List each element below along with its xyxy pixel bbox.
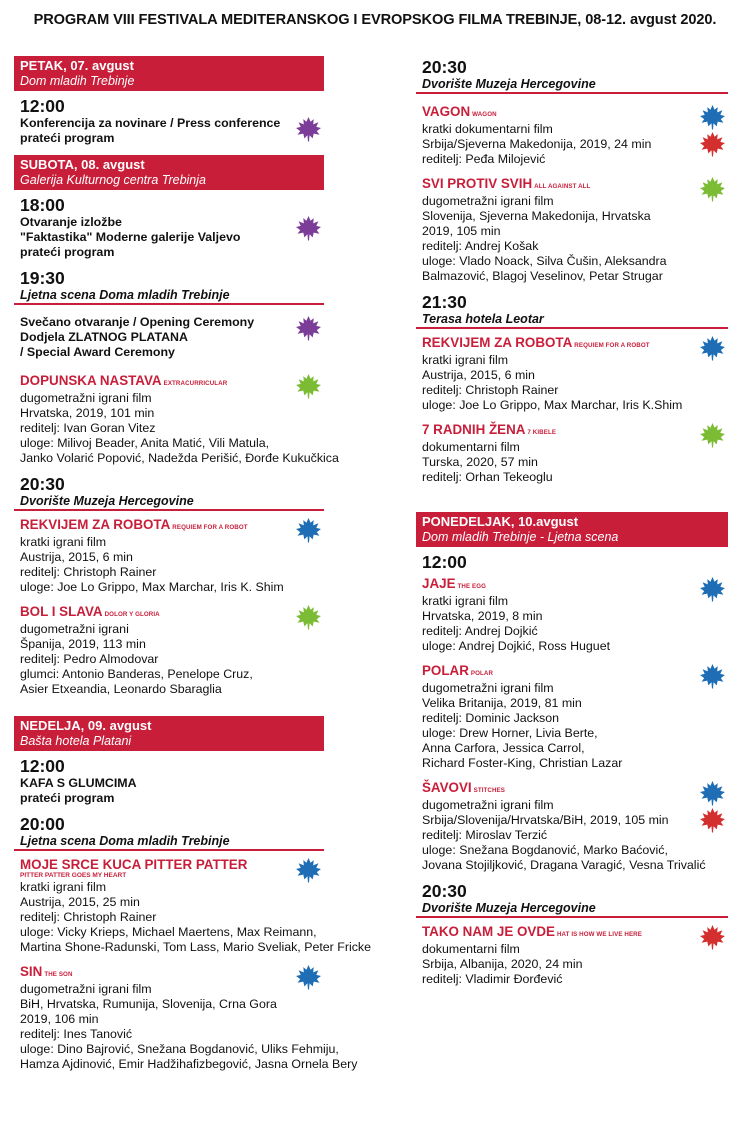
event-time: 20:30 [422, 881, 467, 901]
day-venue: Dom mladih Trebinje - Ljetna scena [422, 530, 619, 544]
film-title: REKVIJEM ZA ROBOTA REQUIEM FOR A ROBOT [422, 335, 650, 350]
film-title: POLAR POLAR [422, 663, 494, 678]
event-exhibition: Otvaranje izložbe "Faktastika" Moderne galerije Valjevo prateći program [14, 215, 324, 260]
film-title: SIN THE SON [20, 964, 73, 979]
event-press-conference: Konferencija za novinare / Press conference prateći program [14, 116, 324, 146]
green-leaf-icon [295, 604, 322, 630]
day-venue: Galerija Kulturnog centra Trebinja [20, 173, 206, 187]
day-name: PONEDELJAK, 10.avgust [422, 514, 579, 529]
film-title: DOPUNSKA NASTAVA EXTRACURRICULAR [20, 373, 228, 388]
red-leaf-icon [699, 924, 726, 950]
venue-line: Ljetna scena Doma mladih Trebinje [14, 288, 324, 305]
page-title: PROGRAM VIII FESTIVALA MEDITERANSKOG I EVROPSKOG FILMA TREBINJE, 08-12. avgust 2020. [33, 12, 717, 28]
film-title: JAJE THE EGG [422, 576, 487, 591]
event-opening-ceremony: Svečano otvaranje / Opening Ceremony Dodjela ZLATNOG PLATANA / Special Award Ceremony [14, 315, 324, 360]
venue-line: Terasa hotela Leotar [416, 312, 728, 329]
film-dopunska-nastava: DOPUNSKA NASTAVA EXTRACURRICULAR dugometražni igrani film Hrvatska, 2019, 101 min reditelj: Ivan Goran Vitez uloge: Milivoj Beader, Anita Matić, Vili Matula, Janko Volarić Popović, Nadežda Perišić, Đorđe Kukučkica [20, 373, 339, 465]
blue-leaf-icon [295, 517, 322, 543]
film-sin: SIN THE SON dugometražni igrani film BiH, Hrvatska, Rumunija, Slovenija, Crna Gora 2019, 106 min reditelj: Ines Tanović uloge: Dino Bajrović, Snežana Bogdanović, Uliks Fehmiju, Hamza Ajdinović, Emir Hadžihafizbegović, Jasna Ornela Bery [20, 964, 358, 1071]
red-leaf-icon [699, 131, 726, 157]
day-header-subota [14, 155, 324, 190]
event-time: 21:30 [422, 292, 467, 312]
blue-leaf-icon [295, 857, 322, 883]
purple-leaf-icon [295, 315, 322, 341]
film-title: 7 RADNIH ŽENA 7 KIBELE [422, 422, 557, 437]
event-time: 20:30 [422, 57, 467, 77]
film-rekvijem-za-robota-2: REKVIJEM ZA ROBOTA REQUIEM FOR A ROBOT kratki igrani film Austrija, 2015, 6 min reditelj: Christoph Rainer uloge: Joe Lo Grippo, Max Marchar, Iris K.Shim [416, 335, 728, 413]
blue-leaf-icon [699, 104, 726, 130]
event-time: 12:00 [20, 96, 65, 116]
film-title: ŠAVOVI STITCHES [422, 780, 506, 795]
event-kafa-s-glumcima: KAFA S GLUMCIMA prateći program [20, 776, 137, 805]
event-time: 19:30 [20, 268, 65, 288]
day-name: NEDELJA, 09. avgust [20, 718, 152, 733]
blue-leaf-icon [699, 780, 726, 806]
film-rekvijem-za-robota: REKVIJEM ZA ROBOTA REQUIEM FOR A ROBOT kratki igrani film Austrija, 2015, 6 min reditelj: Christoph Rainer uloge: Joe Lo Grippo, Max Marchar, Iris K. Shim [14, 517, 324, 595]
day-header-nedelja [14, 716, 324, 751]
day-name: PETAK, 07. avgust [20, 58, 134, 73]
film-jaje: JAJE THE EGG kratki igrani film Hrvatska, 2019, 8 min reditelj: Andrej Dojkić uloge: Andrej Dojkić, Ross Huguet [416, 576, 728, 654]
day-header-petak [14, 56, 324, 91]
blue-leaf-icon [295, 964, 322, 990]
film-title: VAGON WAGON [422, 104, 497, 119]
film-svi-protiv-svih: SVI PROTIV SVIH ALL AGAINST ALL dugometražni igrani film Slovenija, Sjeverna Makedonija, Hrvatska 2019, 105 min reditelj: Andrej Košak uloge: Vlado Noack, Silva Čušin, Aleksandra Balmazović, Blagoj Veselinov, Petar Strugar [416, 176, 728, 284]
green-leaf-icon [699, 176, 726, 202]
day-name: SUBOTA, 08. avgust [20, 157, 145, 172]
blue-leaf-icon [699, 663, 726, 689]
right-column [416, 56, 728, 996]
film-title: BOL I SLAVA DOLOR Y GLORIA [20, 604, 160, 619]
film-polar: POLAR POLAR dugometražni igrani film Velika Britanija, 2019, 81 min reditelj: Dominic Jackson uloge: Drew Horner, Livia Berte, Anna Carfora, Jessica Carrol, Richard Foster-King, Christian Lazar [416, 663, 728, 771]
purple-leaf-icon [295, 215, 322, 241]
film-vagon: VAGON WAGON kratki dokumentarni film Srbija/Sjeverna Makedonija, 2019, 24 min reditelj: Peđa Milojević [416, 104, 728, 167]
blue-leaf-icon [699, 576, 726, 602]
film-moje-srce: MOJE SRCE KUCA PITTER PATTER PITTER PATTER GOES MY HEART kratki igrani film Austrija, 2015, 25 min reditelj: Christoph Rainer uloge: Vicky Krieps, Michael Maertens, Max Reimann, Martina Shone-Radunski, Tom Lass, Mario Sveliak, Peter Fricke [20, 857, 371, 954]
venue-line: Dvorište Muzeja Hercegovine [416, 901, 728, 918]
day-venue: Bašta hotela Platani [20, 734, 132, 748]
blue-leaf-icon [699, 335, 726, 361]
film-bol-i-slava: BOL I SLAVA DOLOR Y GLORIA dugometražni igrani Španija, 2019, 113 min reditelj: Pedro Almodovar glumci: Antonio Banderas, Penelope Cruz, Asier Etxeandia, Leonardo Sbaraglia [14, 604, 324, 697]
green-leaf-icon [295, 373, 322, 399]
venue-line: Dvorište Muzeja Hercegovine [416, 77, 728, 94]
film-title: TAKO NAM JE OVDE HAT IS HOW WE LIVE HERE [422, 924, 642, 939]
film-title: REKVIJEM ZA ROBOTA REQUIEM FOR A ROBOT [20, 517, 248, 532]
event-time: 20:00 [20, 814, 65, 834]
film-title: SVI PROTIV SVIH ALL AGAINST ALL [422, 176, 591, 191]
day-header-ponedeljak [416, 512, 728, 547]
purple-leaf-icon [295, 116, 322, 142]
venue-line: Ljetna scena Doma mladih Trebinje [14, 834, 324, 851]
left-column [14, 56, 371, 1081]
event-time: 12:00 [20, 756, 65, 776]
red-leaf-icon [699, 807, 726, 833]
film-7-radnih-zena: 7 RADNIH ŽENA 7 KIBELE dokumentarni film Turska, 2020, 57 min reditelj: Orhan Tekeoglu [416, 422, 728, 485]
film-title: MOJE SRCE KUCA PITTER PATTER [20, 857, 248, 872]
green-leaf-icon [699, 422, 726, 448]
event-time: 20:30 [20, 474, 65, 494]
event-time: 18:00 [20, 195, 65, 215]
event-time: 12:00 [422, 552, 467, 572]
film-tako-nam-je-ovde: TAKO NAM JE OVDE HAT IS HOW WE LIVE HERE dokumentarni film Srbija, Albanija, 2020, 24 min reditelj: Vladimir Đorđević [416, 924, 728, 987]
venue-line: Dvorište Muzeja Hercegovine [14, 494, 324, 511]
film-subtitle: PITTER PATTER GOES MY HEART [20, 872, 127, 879]
film-savovi: ŠAVOVI STITCHES dugometražni igrani film Srbija/Slovenija/Hrvatska/BiH, 2019, 105 min reditelj: Miroslav Terzić uloge: Snežana Bogdanović, Marko Baćović, Jovana Stojiljković, Dragana Varagić, Vesna Trivalić [416, 780, 728, 873]
day-venue: Dom mladih Trebinje [20, 74, 135, 88]
